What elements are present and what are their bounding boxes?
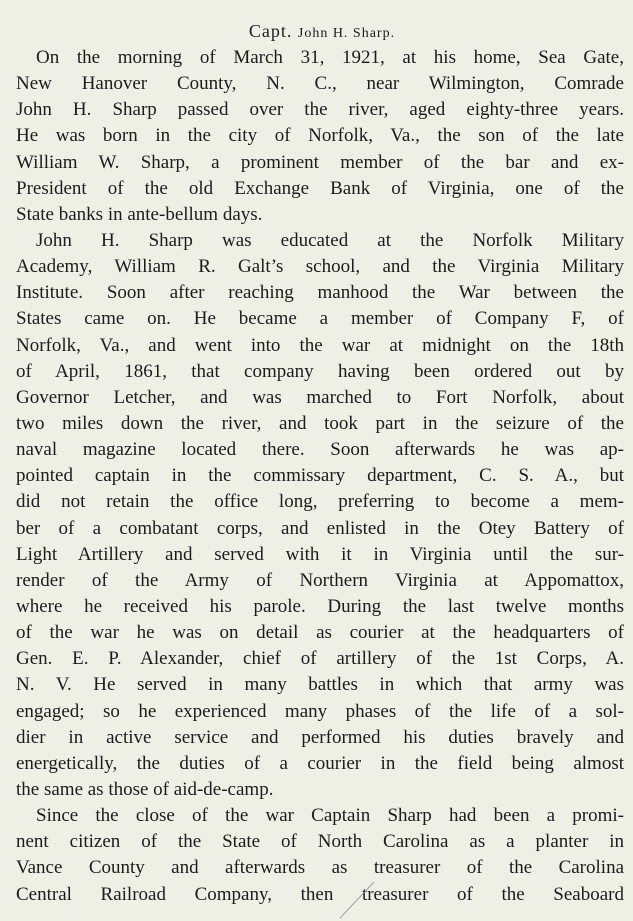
text-line: naval magazine located there. Soon afterwards he was ap-	[16, 439, 624, 461]
text-line: Light Artillery and served with it in Virginia until the sur-	[16, 543, 624, 565]
stray-pen-mark	[336, 880, 376, 920]
text-line: State banks in ante-bellum days.	[16, 203, 263, 225]
text-line: pointed captain in the commissary department, C. S. A., but	[16, 465, 624, 487]
text-line: President of the old Exchange Bank of Virginia, one of the	[16, 177, 624, 199]
text-line: Since the close of the war Captain Sharp had been a promi-	[36, 805, 624, 827]
title-rank: Capt.	[248, 21, 293, 41]
text-line: nent citizen of the State of North Carolina as a planter in	[16, 831, 624, 853]
text-line: dier in active service and performed his duties bravely and	[16, 726, 624, 748]
text-line: energetically, the duties of a courier in the field being almost	[16, 752, 624, 774]
text-line: engaged; so he experienced many phases of the life of a sol-	[16, 700, 624, 722]
paragraph	[16, 228, 624, 803]
text-line: Central Railroad Company, then treasurer of the Seaboard	[16, 883, 624, 905]
text-line: Academy, William R. Galt’s school, and the Virginia Military	[16, 256, 624, 278]
text-line: Vance County and afterwards as treasurer of the Carolina	[16, 857, 624, 879]
text-line: N. V. He served in many battles in which that army was	[16, 674, 624, 696]
paragraph	[16, 45, 624, 228]
article-body	[16, 45, 624, 908]
text-line: He was born in the city of Norfolk, Va., the son of the late	[16, 125, 624, 147]
text-line: On the morning of March 31, 1921, at his home, Sea Gate,	[36, 47, 624, 68]
text-line: where he received his parole. During the last twelve months	[16, 595, 624, 617]
text-line: render of the Army of Northern Virginia at Appomattox,	[16, 569, 624, 591]
text-line: Institute. Soon after reaching manhood the War between the	[16, 282, 624, 304]
text-line: ber of a combatant corps, and enlisted in the Otey Battery of	[16, 517, 624, 539]
text-line: of April, 1861, that company having been ordered out by	[16, 360, 624, 382]
text-line: John H. Sharp was educated at the Norfolk Military	[36, 229, 624, 251]
text-line: two miles down the river, and took part in the seizure of the	[16, 412, 624, 434]
document-page	[16, 0, 624, 908]
text-line: John H. Sharp passed over the river, aged eighty-three years.	[16, 99, 624, 121]
article-title	[16, 17, 624, 45]
text-line: Norfolk, Va., and went into the war at midnight on the 18th	[16, 334, 624, 356]
text-line: Governor Letcher, and was marched to Fort Norfolk, about	[16, 386, 624, 408]
text-line: States came on. He became a member of Company F, of	[16, 308, 624, 330]
paragraph	[16, 803, 624, 908]
text-line: New Hanover County, N. C., near Wilmington, Comrade	[16, 73, 624, 95]
text-line: William W. Sharp, a prominent member of the bar and ex-	[16, 151, 624, 173]
text-line: the same as those of aid-de-camp.	[16, 778, 274, 800]
text-line: of the war he was on detail as courier at the headquarters of	[16, 622, 624, 644]
title-name: John H. Sharp.	[297, 26, 396, 41]
text-line: Gen. E. P. Alexander, chief of artillery of the 1st Corps, A.	[16, 648, 624, 670]
text-line: did not retain the office long, preferring to become a mem-	[16, 491, 624, 513]
